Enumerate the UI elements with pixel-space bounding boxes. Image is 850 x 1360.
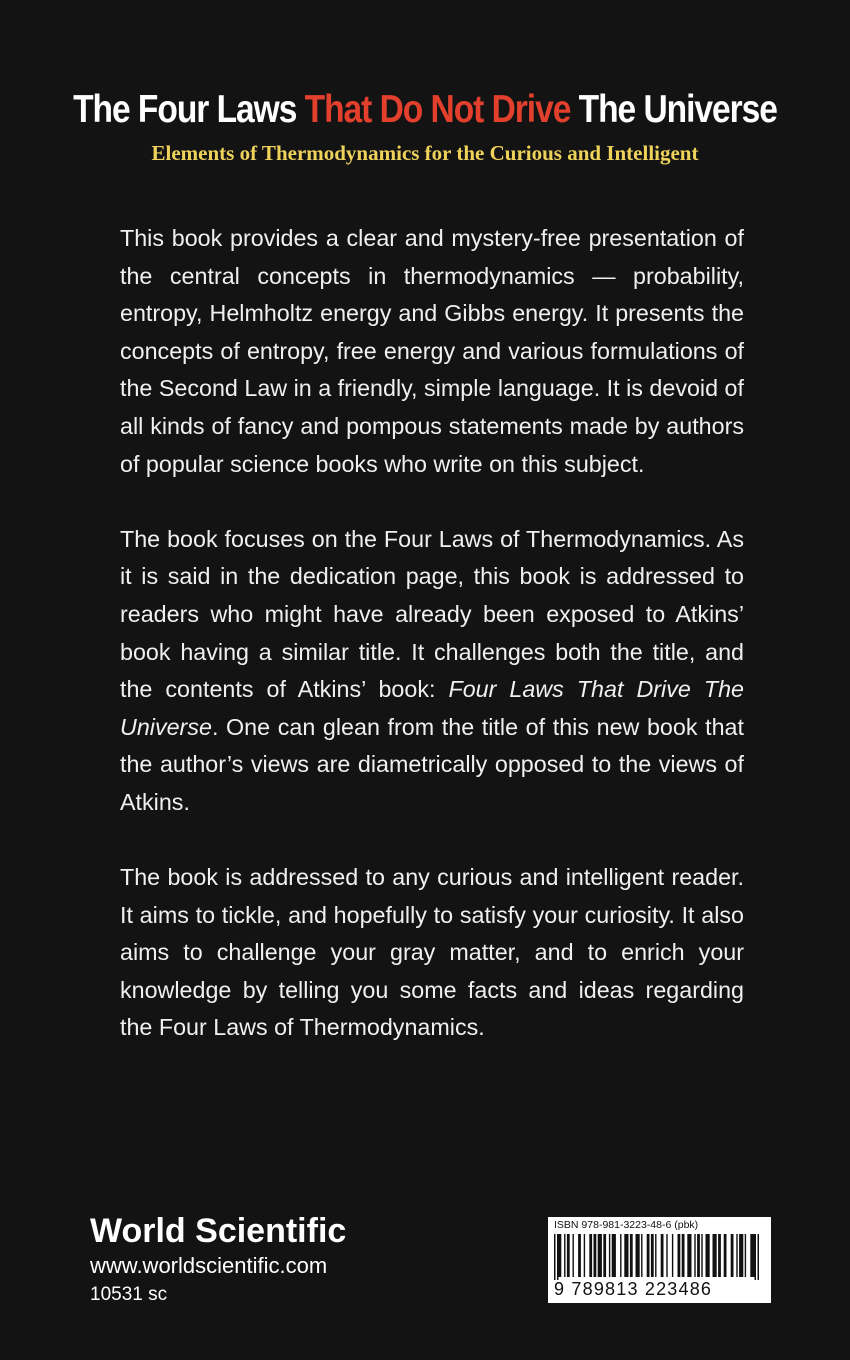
blurb-paragraph-2-start: The book focuses on the Four Laws of Thermodynamics. As it is said in the dedication page, this book is addressed to readers who might have already been exposed to Atkins’ book having a similar title. It challenges both the title, and the contents of Atkins’ book: [120, 525, 744, 703]
title-part-2: The Universe [570, 88, 777, 131]
barcode-panel [548, 1217, 771, 1303]
publisher-name: World Scientific [90, 1212, 347, 1250]
book-title [60, 88, 791, 132]
book-subtitle: Elements of Thermodynamics for the Curious and Intelligent [151, 141, 699, 165]
blurb-paragraph-2-end: . One can glean from the title of this new book that the author’s views are diametrically opposed to the views of Atkins. [120, 713, 744, 815]
barcode-digits: 9 789813 223486 [554, 1279, 713, 1299]
isbn-text: ISBN 978-981-3223-48-6 (pbk) [554, 1219, 699, 1231]
barcode-icon [554, 1234, 765, 1280]
blurb [120, 220, 744, 1047]
publisher-website: www.worldscientific.com [90, 1253, 328, 1278]
title-part-1: The Four Laws [73, 88, 305, 131]
product-code: 10531 sc [90, 1284, 168, 1305]
blurb-paragraph-1: This book provides a clear and mystery-free presentation of the central concepts in thermodynamics — probability, entropy, Helmholtz energy and Gibbs energy. It presents the concepts of entropy, free energy and various formulations of the Second Law in a friendly, simple language. It is devoid of all kinds of fancy and pompous statements made by authors of popular science books who write on this subject. [120, 225, 744, 477]
title-accent: That Do Not Drive [304, 88, 571, 131]
atkins-book-title: Four Laws That Drive The Universe [120, 676, 744, 740]
blurb-paragraph-2 [120, 521, 744, 822]
blurb-paragraph-3: The book is addressed to any curious and intelligent reader. It aims to tickle, and hopefully to satisfy your curiosity. It also aims to challenge your gray matter, and to enrich your knowledge by telling you some facts and ideas regarding the Four Laws of Thermodynamics. [120, 864, 744, 1041]
